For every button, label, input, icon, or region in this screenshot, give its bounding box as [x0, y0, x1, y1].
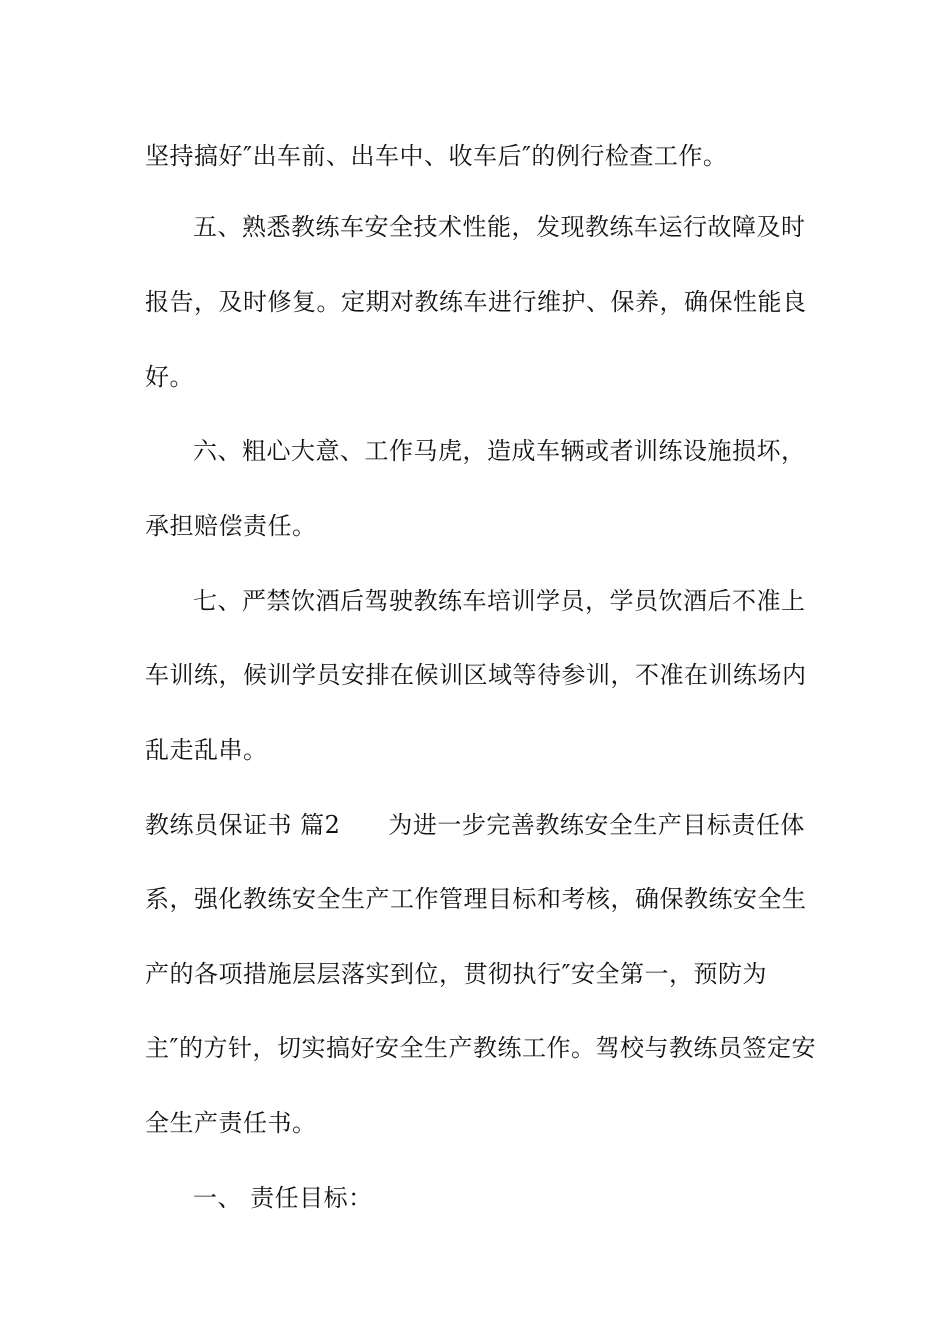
paragraph-line: 好。 [145, 363, 194, 391]
paragraph-line: 车训练，候训学员安排在候训区域等待参训，不准在训练场内 [145, 661, 807, 689]
paragraph-line: 系，强化教练安全生产工作管理目标和考核，确保教练安全生 [145, 885, 807, 913]
paragraph-line: 五、熟悉教练车安全技术性能，发现教练车运行故障及时 [193, 213, 806, 241]
paragraph-line: 主″的方针，切实搞好安全生产教练工作。驾校与教练员签定安 [145, 1034, 816, 1062]
section-intro-text: 为进一步完善教练安全生产目标责任体 [388, 811, 805, 839]
paragraph-line: 产的各项措施层层落实到位，贯彻执行″安全第一，预防为 [145, 960, 767, 988]
section-heading-line [145, 809, 815, 841]
paragraph-line: 承担赔偿责任。 [145, 512, 317, 540]
subheading-line: 一、 责任目标： [193, 1184, 373, 1212]
paragraph-line: 七、严禁饮酒后驾驶教练车培训学员，学员饮酒后不准上 [193, 587, 806, 615]
paragraph-line: 坚持搞好″出车前、出车中、收车后″的例行检查工作。 [145, 142, 728, 170]
paragraph-line: 报告，及时修复。定期对教练车进行维护、保养，确保性能良 [145, 288, 807, 316]
paragraph-line: 全生产责任书。 [145, 1109, 317, 1137]
paragraph-line: 六、粗心大意、工作马虎，造成车辆或者训练设施损坏， [193, 437, 806, 465]
section-heading: 教练员保证书 篇2 [145, 811, 341, 839]
paragraph-line: 乱走乱串。 [145, 736, 268, 764]
